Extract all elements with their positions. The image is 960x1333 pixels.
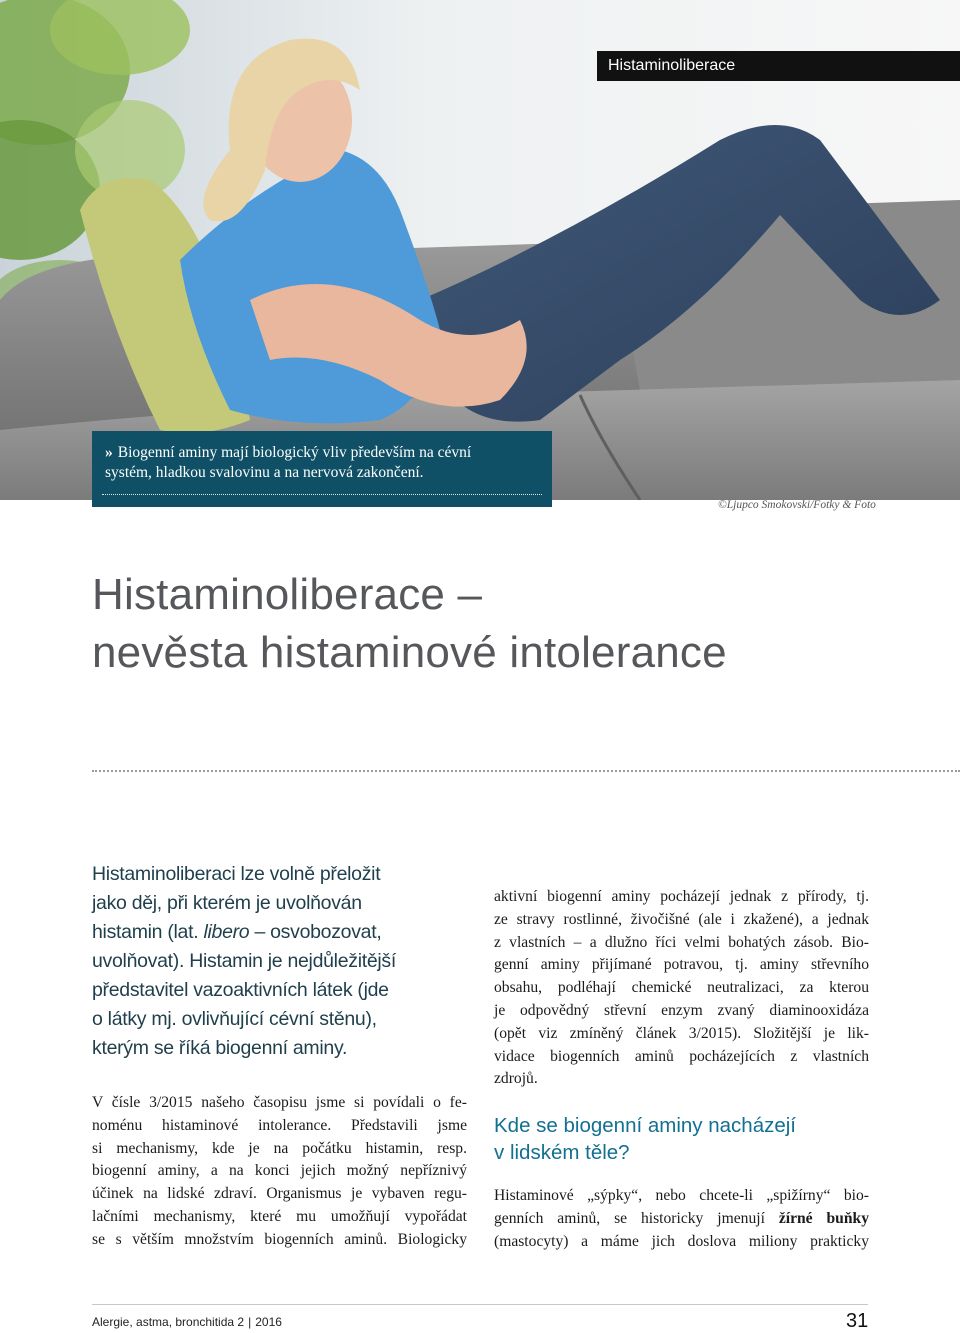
left-column-body [92, 1092, 467, 1252]
body-line: si mechanismy, kde je na počátku histamin, resp. [92, 1139, 467, 1157]
footer-separator: | [248, 1315, 252, 1329]
subheading-line-2: v lidském těle? [494, 1141, 630, 1164]
section-subheading [494, 1112, 796, 1166]
body-line: biogenní aminy, a na konci jejich možný nepříznivý [92, 1162, 467, 1180]
subheading-line-1: Kde se biogenní aminy nacházejí [494, 1114, 797, 1137]
callout-bullet: » [105, 444, 113, 461]
body-line: aktivní biogenní aminy pocházejí jednak z přírody, tj. [494, 888, 869, 905]
lead-line: uvolňovat). Histamin je nejdůležitější [92, 950, 396, 972]
body-line: je odpovědný střevní enzym zvaný diaminooxidáza [494, 1001, 869, 1019]
section-tag: Histaminoliberace [597, 51, 960, 81]
lead-latin-term: libero [203, 921, 250, 943]
lead-paragraph [92, 860, 472, 1063]
callout-line-1 [105, 443, 542, 463]
lead-line: o látky mj. ovlivňující cévní stěnu), [92, 1008, 377, 1030]
lead-line: představitel vazoaktivních látek (jde [92, 979, 389, 1001]
journal-year: 2016 [255, 1315, 282, 1329]
body-line: noménu histaminové intolerance. Představili jsme [92, 1116, 467, 1134]
body-line: obsahu, podléhají chemické neutralizaci, za kterou [494, 979, 869, 997]
body-line: Histaminové „sýpky“, nebo chcete-li „spižírny“ bio- [494, 1187, 869, 1204]
footer-journal [92, 1315, 282, 1329]
callout-box [92, 431, 552, 507]
article-title-line-1: Histaminoliberace – [92, 570, 483, 619]
body-line [494, 1208, 869, 1231]
body-line: se s větším množstvím biogenních aminů. Biologicky [92, 1230, 467, 1248]
right-column-body [494, 886, 869, 1091]
callout-text-1: Biogenní aminy mají biologický vliv především na cévní [117, 444, 472, 461]
body-line: účinek na lidské zdraví. Organismus je vybaven regu- [92, 1185, 467, 1203]
footer-rule [92, 1304, 868, 1305]
body-line: (mastocyty) a máme jich doslova miliony prakticky [494, 1232, 869, 1250]
body-line: V čísle 3/2015 našeho časopisu jsme si povídali o fe- [92, 1094, 467, 1111]
lead-line: kterým se říká biogenní aminy. [92, 1037, 348, 1059]
body-line: (opět viz zmíněný článek 3/2015). Složitější je lik- [494, 1024, 869, 1042]
article-title-line-2: nevěsta histaminové intolerance [92, 628, 727, 677]
callout-line-2: systém, hladkou svalovinu a na nervová zakončení. [105, 464, 424, 481]
body-line: ze stravy rostlinné, živočišné (ale i zkažené), a jednak [494, 910, 869, 928]
lead-line-3-post: – osvobozovat, [249, 921, 382, 943]
body-line: z vlastních – a dlužno říci velmi bohatých zásob. Bio- [494, 933, 869, 951]
body-line: zdrojů. [494, 1070, 538, 1088]
lead-line: Histaminoliberaci lze volně přeložit [92, 863, 381, 885]
dotted-divider [92, 770, 960, 772]
mast-cells-term: žírné buňky [778, 1209, 870, 1227]
right-column-paragraph-2 [494, 1185, 869, 1253]
lead-line: jako děj, při kterém je uvolňován [92, 892, 362, 914]
page-number: 31 [846, 1310, 869, 1332]
article-title [92, 566, 727, 682]
lead-line [92, 918, 472, 947]
lead-line-3-pre: histamin (lat. [92, 921, 204, 943]
journal-name: Alergie, astma, bronchitida 2 [92, 1315, 245, 1329]
body-line: genní aminy přijímané potravou, tj. aminy střevního [494, 956, 869, 974]
body-line: vidace biogenních aminů pocházejících z vlastních [494, 1047, 869, 1065]
callout-dotted-rule [102, 494, 542, 495]
body-line: lačními mechanismy, které mu umožňují vypořádat [92, 1207, 467, 1225]
photo-credit: ©Ljupco Smokovski/Fotky & Foto [718, 499, 876, 511]
body-line-pre: genních aminů, se historicky jmenují [494, 1209, 779, 1227]
